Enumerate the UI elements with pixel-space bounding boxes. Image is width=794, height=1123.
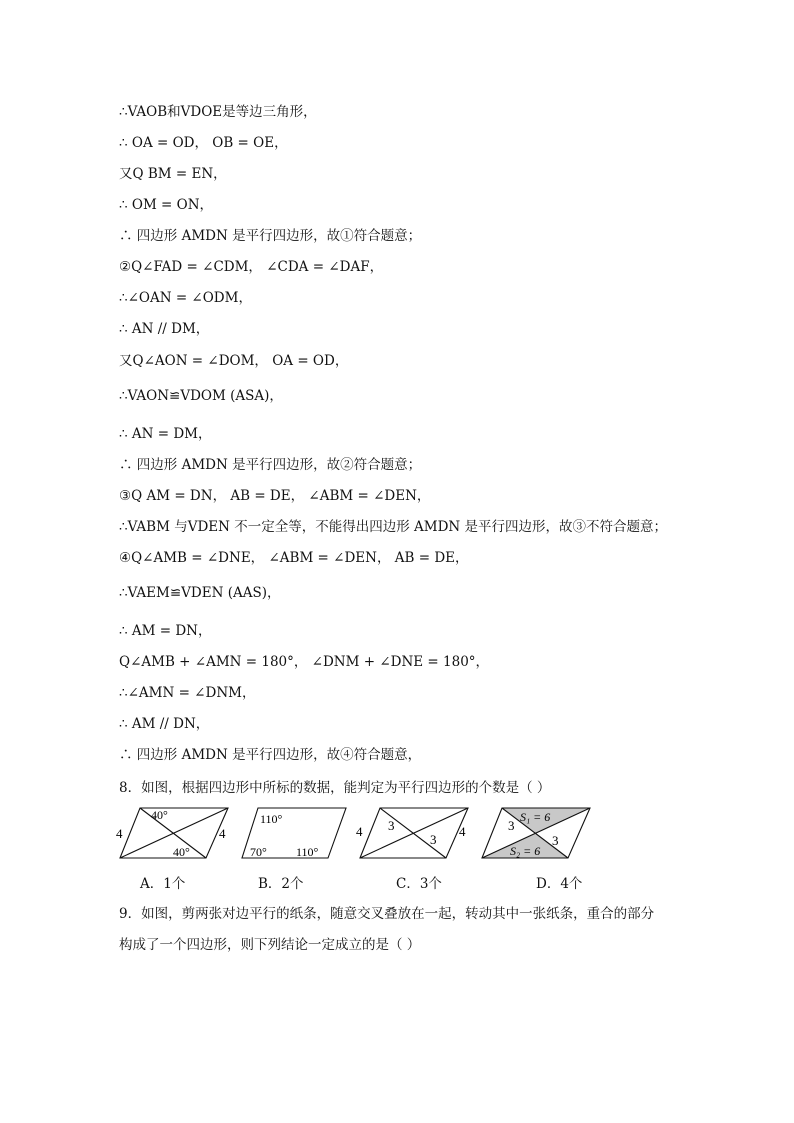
solution-line: ∴ AM = DN， [119, 623, 212, 639]
figure-d [480, 806, 592, 866]
figure-c-svg [358, 806, 470, 862]
figure-a-svg [118, 806, 230, 862]
solution-line: ∴VAOB和VDOE是等边三角形， [119, 104, 317, 120]
figure-a-bottom-angle: 40° [173, 845, 190, 859]
figure-c [358, 806, 470, 866]
option-c[interactable]: C．3个 [396, 876, 442, 892]
figure-d-svg [480, 806, 592, 862]
figure-b-svg [240, 806, 348, 862]
figure-c-diagonal-2 [360, 808, 468, 858]
solution-line: 又Q BM = EN， [119, 166, 227, 182]
question-9-line-2: 构成了一个四边形，则下列结论一定成立的是（ ） [119, 937, 421, 953]
figure-d-segment-1: 3 [508, 818, 515, 833]
figure-a-left-side: 4 [116, 826, 123, 841]
figure-b-top-angle: 110° [260, 812, 283, 826]
solution-line: ∴VAON≌VDOM (ASA)， [119, 388, 283, 404]
figure-c-segment-1: 3 [388, 818, 395, 833]
figure-c-left-side: 4 [356, 824, 363, 839]
solution-line: ∴ AN = DM， [119, 426, 212, 442]
figure-b [240, 806, 348, 866]
figure-c-right-side: 4 [459, 824, 466, 839]
solution-line: ∴ AN // DM， [119, 321, 210, 337]
option-a[interactable]: A．1个 [140, 876, 186, 892]
figure-a-top-angle: 40° [151, 808, 168, 822]
solution-line: ∴ OM = ON， [119, 197, 214, 213]
figure-a-right-side: 4 [219, 826, 226, 841]
option-d[interactable]: D．4个 [536, 876, 583, 892]
question-9-line-1: 9．如图，剪两张对边平行的纸条，随意交叉叠放在一起，转动其中一张纸条，重合的部分 [119, 906, 655, 922]
solution-line: ∴ 四边形 AMDN 是平行四边形，故②符合题意； [119, 457, 422, 473]
figure-d-area-s1: S₁ = 6 [520, 810, 551, 824]
solution-line: ②Q∠FAD = ∠CDM， ∠CDA = ∠DAF， [119, 259, 384, 275]
solution-line: ④Q∠AMB = ∠DNE， ∠ABM = ∠DEN， AB = DE， [119, 550, 469, 566]
figure-a [118, 806, 230, 866]
solution-line: ∴ AM // DN， [119, 716, 210, 732]
question-8-stem: 8．如图，根据四边形中所标的数据，能判定为平行四边形的个数是（ ） [119, 780, 551, 796]
solution-line: ∴ 四边形 AMDN 是平行四边形，故④符合题意， [119, 747, 422, 763]
figure-d-area-s2: S₂ = 6 [510, 844, 541, 858]
solution-line: ③Q AM = DN， AB = DE， ∠ABM = ∠DEN， [119, 488, 431, 504]
figure-c-segment-2: 3 [430, 832, 437, 847]
figure-d-segment-2: 3 [552, 833, 559, 848]
solution-line: 又Q∠AON = ∠DOM， OA = OD， [119, 353, 349, 369]
figure-b-bottom-right-angle: 110° [296, 845, 319, 859]
solution-line: ∴VAEM≌VDEN (AAS)， [119, 585, 281, 601]
figure-b-bottom-left-angle: 70° [250, 845, 267, 859]
solution-line: ∴VABM 与VDEN 不一定全等，不能得出四边形 AMDN 是平行四边形，故③不符合题意； [119, 519, 668, 535]
option-b[interactable]: B．2个 [258, 876, 304, 892]
solution-line: ∴∠AMN = ∠DNM， [119, 685, 256, 701]
solution-line: Q∠AMB + ∠AMN = 180°， ∠DNM + ∠DNE = 180°， [119, 654, 490, 670]
solution-line: ∴∠OAN = ∠ODM， [119, 290, 252, 306]
solution-line: ∴ OA = OD， OB = OE， [119, 135, 288, 151]
solution-line: ∴ 四边形 AMDN 是平行四边形，故①符合题意； [119, 228, 422, 244]
